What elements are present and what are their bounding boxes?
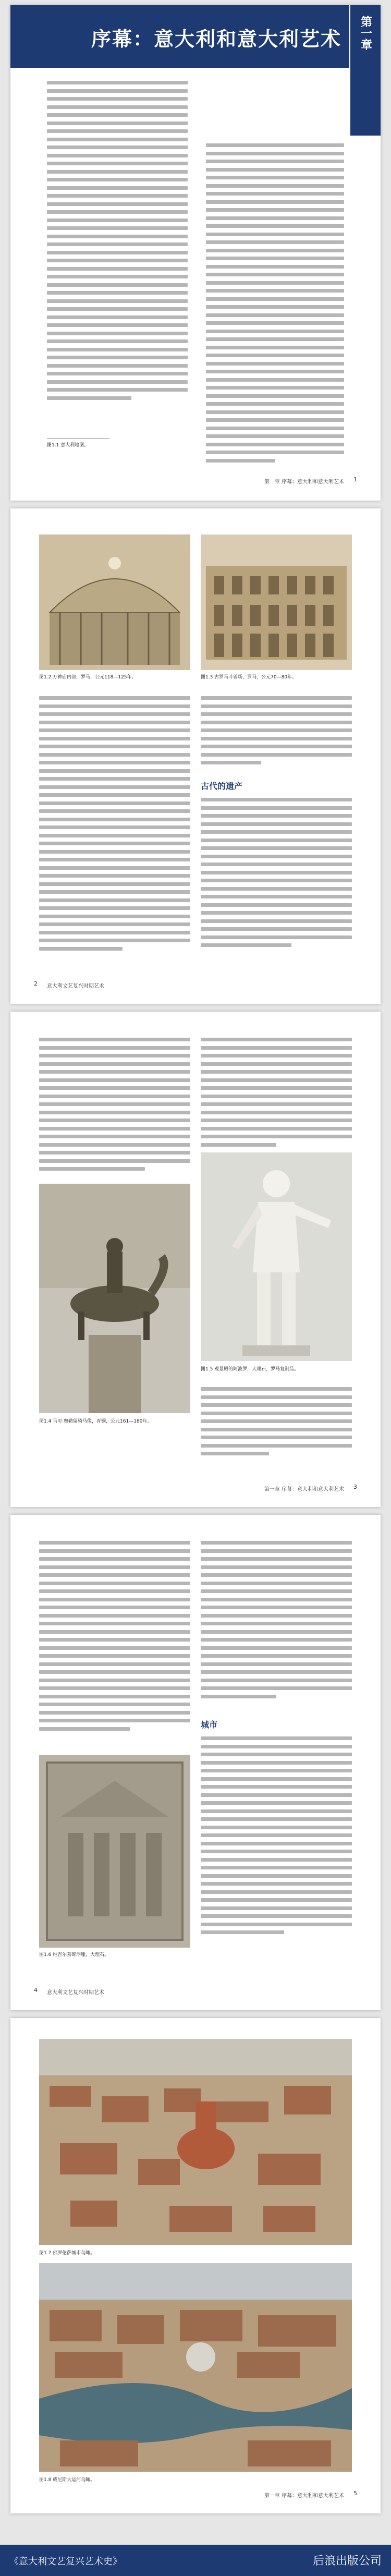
figure-apollo-statue — [201, 1152, 352, 1361]
venice-illustration — [39, 2263, 352, 2472]
caption-fig-1-4: 图1.4 马可·奥勒留骑马像，青铜，公元161—180年。 — [39, 1419, 152, 1424]
running-head: 第一章 序幕：意大利和意大利艺术 — [264, 2493, 344, 2499]
running-head: 意大利文艺复兴时期艺术 — [47, 983, 104, 989]
page-number: 2 — [34, 980, 38, 987]
caption-fig-1-2: 图1.2 万神庙内部，罗马，公元118—125年。 — [39, 675, 137, 680]
page-1 — [10, 5, 381, 501]
page-number: 5 — [353, 2490, 357, 2497]
footnote: 图1.1 意大利地图。 — [47, 443, 89, 448]
publisher-logo: 后浪出版公司 — [312, 2555, 382, 2568]
text-column-right — [201, 798, 352, 952]
footer-banner — [0, 2545, 391, 2576]
equestrian-illustration — [39, 1184, 190, 1413]
text-column-right — [206, 143, 344, 467]
section-heading: 古代的遗产 — [201, 781, 243, 791]
caption-fig-1-3: 图1.3 古罗马斗兽场，罗马，公元70—80年。 — [201, 675, 297, 680]
chapter-title: 序幕：意大利和意大利艺术 — [91, 27, 342, 51]
page-number: 4 — [34, 1987, 38, 1994]
running-head: 意大利文艺复兴时期艺术 — [47, 1990, 104, 1996]
florence-illustration — [39, 2039, 352, 2245]
figure-equestrian-statue — [39, 1184, 190, 1413]
figure-relief — [39, 1755, 190, 1948]
page-number: 1 — [353, 476, 357, 483]
text-column-right — [201, 1736, 352, 1939]
caption-fig-1-5: 图1.5 观景殿的阿波罗，大理石，罗马复制品。 — [201, 1367, 299, 1372]
caption-fig-1-6: 图1.6 维吉尔墓碑浮雕，大理石。 — [39, 1952, 109, 1958]
section-heading: 城市 — [201, 1720, 218, 1730]
text-column-left — [39, 1038, 190, 1175]
text-column-left — [47, 81, 188, 404]
chapter-title-bar — [10, 5, 381, 68]
text-column-right-bottom — [201, 1387, 352, 1460]
page-2 — [10, 508, 381, 1004]
chapter-tab — [349, 5, 381, 136]
colosseum-illustration — [201, 534, 352, 670]
text-column-right-top — [201, 1541, 352, 1703]
text-column-left — [39, 1541, 190, 1735]
figure-colosseum — [201, 534, 352, 670]
apollo-illustration — [201, 1152, 352, 1361]
caption-fig-1-8: 图1.8 威尼斯大运河鸟瞰。 — [39, 2477, 95, 2483]
text-column-right-top — [201, 696, 352, 769]
figure-florence-aerial — [39, 2039, 352, 2245]
text-column-left — [39, 696, 190, 955]
running-head: 第一章 序幕：意大利和意大利艺术 — [264, 479, 344, 485]
text-column-right — [201, 1038, 352, 1151]
caption-fig-1-7: 图1.7 佛罗伦萨城市鸟瞰。 — [39, 2251, 95, 2256]
footnote-rule — [47, 438, 109, 439]
figure-venice-aerial — [39, 2263, 352, 2472]
page-5 — [10, 2018, 381, 2513]
pantheon-illustration — [39, 534, 190, 670]
page-number: 3 — [353, 1484, 357, 1490]
figure-pantheon — [39, 534, 190, 670]
chapter-tab-label: 第一章 — [359, 16, 372, 50]
running-head: 第一章 序幕：意大利和意大利艺术 — [264, 1487, 344, 1492]
book-title: 《意大利文艺复兴艺术史》 — [9, 2556, 122, 2567]
page-4 — [10, 1515, 381, 2010]
page-3 — [10, 1012, 381, 1507]
relief-illustration — [39, 1755, 190, 1948]
